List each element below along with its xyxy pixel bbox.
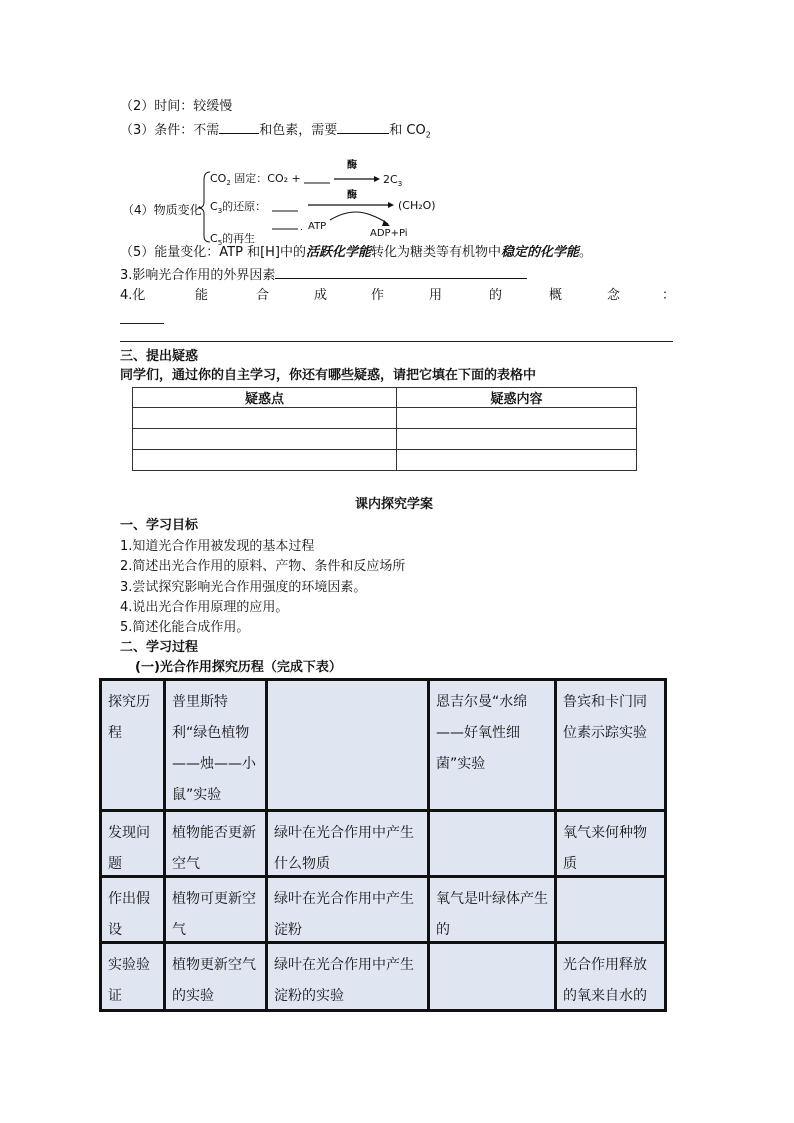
adp-label: ADP+Pi [370,228,408,239]
enzyme-label-1: 酶 [347,160,357,171]
blank-factors[interactable] [275,266,527,279]
arrow-1-head [374,176,380,182]
process-heading: 二、学习过程 [120,640,199,655]
table-cell[interactable] [397,408,637,429]
goal-item: 1.知道光合作用被发现的基本过程 [120,539,315,554]
row1-label: $CO_2$ 固定：CO₂ + [210,172,301,187]
atp-label: ATP [308,221,327,232]
enzyme-label-2: 酶 [347,190,357,201]
table-row [133,388,637,408]
table-cell: 发现问题 [102,812,163,875]
table-cell[interactable] [268,681,427,809]
questions-table [132,387,637,471]
table-cell: 绿叶在光合作用中产生淀粉的实验 [268,944,427,1009]
atp-label: . [300,223,303,233]
blank-cond-1[interactable] [219,121,259,134]
table-header-cell: 疑惑点 [133,388,397,408]
table-cell: 鲁宾和卡门同位素示踪实验 [557,681,664,809]
diagram-label: （4）物质变化 [122,203,202,217]
table-cell: 探究历程 [102,681,163,809]
table-cell[interactable] [430,944,554,1009]
goal-item: 5.简述化能合成作用。 [120,620,250,635]
table-cell[interactable] [430,812,554,875]
table-cell: 光合作用释放的氧来自水的 [557,944,664,1009]
blank-chemo-long[interactable] [120,341,673,342]
goal-item: 4.说出光合作用原理的应用。 [120,600,289,615]
table-cell: 植物能否更新空气 [166,812,265,875]
table-row [133,450,637,471]
table-cell: 氧气来何种物质 [557,812,664,875]
table-cell[interactable] [133,429,397,450]
table-cell[interactable] [397,450,637,471]
inclass-title: 课内探究学案 [355,497,434,512]
atp-curve [330,212,388,224]
table-cell: 植物更新空气的实验 [166,944,265,1009]
line-energy: （5）能量变化：ATP 和[H]中的活跃化学能转化为糖类等有机物中稳定的化学能。 [120,245,593,260]
line-conditions: （3）条件：不需 和色素，需要 和 $CO_2$ [120,123,431,140]
questions-heading: 三、提出疑惑 [120,349,199,364]
row1-product: $2C_3$ [383,173,403,188]
goal-item: 2.简述出光合作用的原料、产物、条件和反应场所 [120,559,406,574]
table-cell: 作出假设 [102,878,163,941]
goals-heading: 一、学习目标 [120,518,199,533]
table-cell[interactable] [133,450,397,471]
table-header-cell: 疑惑内容 [397,388,637,408]
table-cell[interactable] [557,878,664,941]
questions-prompt: 同学们，通过你的自主学习，你还有哪些疑惑，请把它填在下面的表格中 [120,368,537,383]
table-cell: 绿叶在光合作用中产生淀粉 [268,878,427,941]
table-row [133,408,637,429]
sub-heading: (一)光合作用探究历程（完成下表） [135,660,342,675]
table-cell: 植物可更新空气 [166,878,265,941]
table-cell: 实验验证 [102,944,163,1009]
row2-label: $C_3$的还原： [210,200,267,215]
table-cell[interactable] [133,408,397,429]
blank-cond-2[interactable] [337,121,389,134]
goal-item: 3.尝试探究影响光合作用强度的环境因素。 [120,580,367,595]
table-row [133,429,637,450]
table-cell: 普里斯特利“绿色植物——烛——小鼠”实验 [166,681,265,809]
table-cell: 绿叶在光合作用中产生什么物质 [268,812,427,875]
row3-label: $C_5$的再生 [210,232,256,246]
line-factors: 3.影响光合作用的外界因素 [120,266,527,282]
row2-product: (CH₂O) [398,199,436,212]
table-cell: 氧气是叶绿体产生的 [430,878,554,941]
table-cell: 恩吉尔曼“水绵——好氧性细菌”实验 [430,681,554,809]
arrow-2-head [388,202,394,208]
history-table [99,678,667,1012]
material-change-diagram [118,158,478,246]
table-cell[interactable] [397,429,637,450]
blank-chemo-short[interactable] [120,323,164,324]
line-time: （2）时间：较缓慢 [120,99,233,114]
